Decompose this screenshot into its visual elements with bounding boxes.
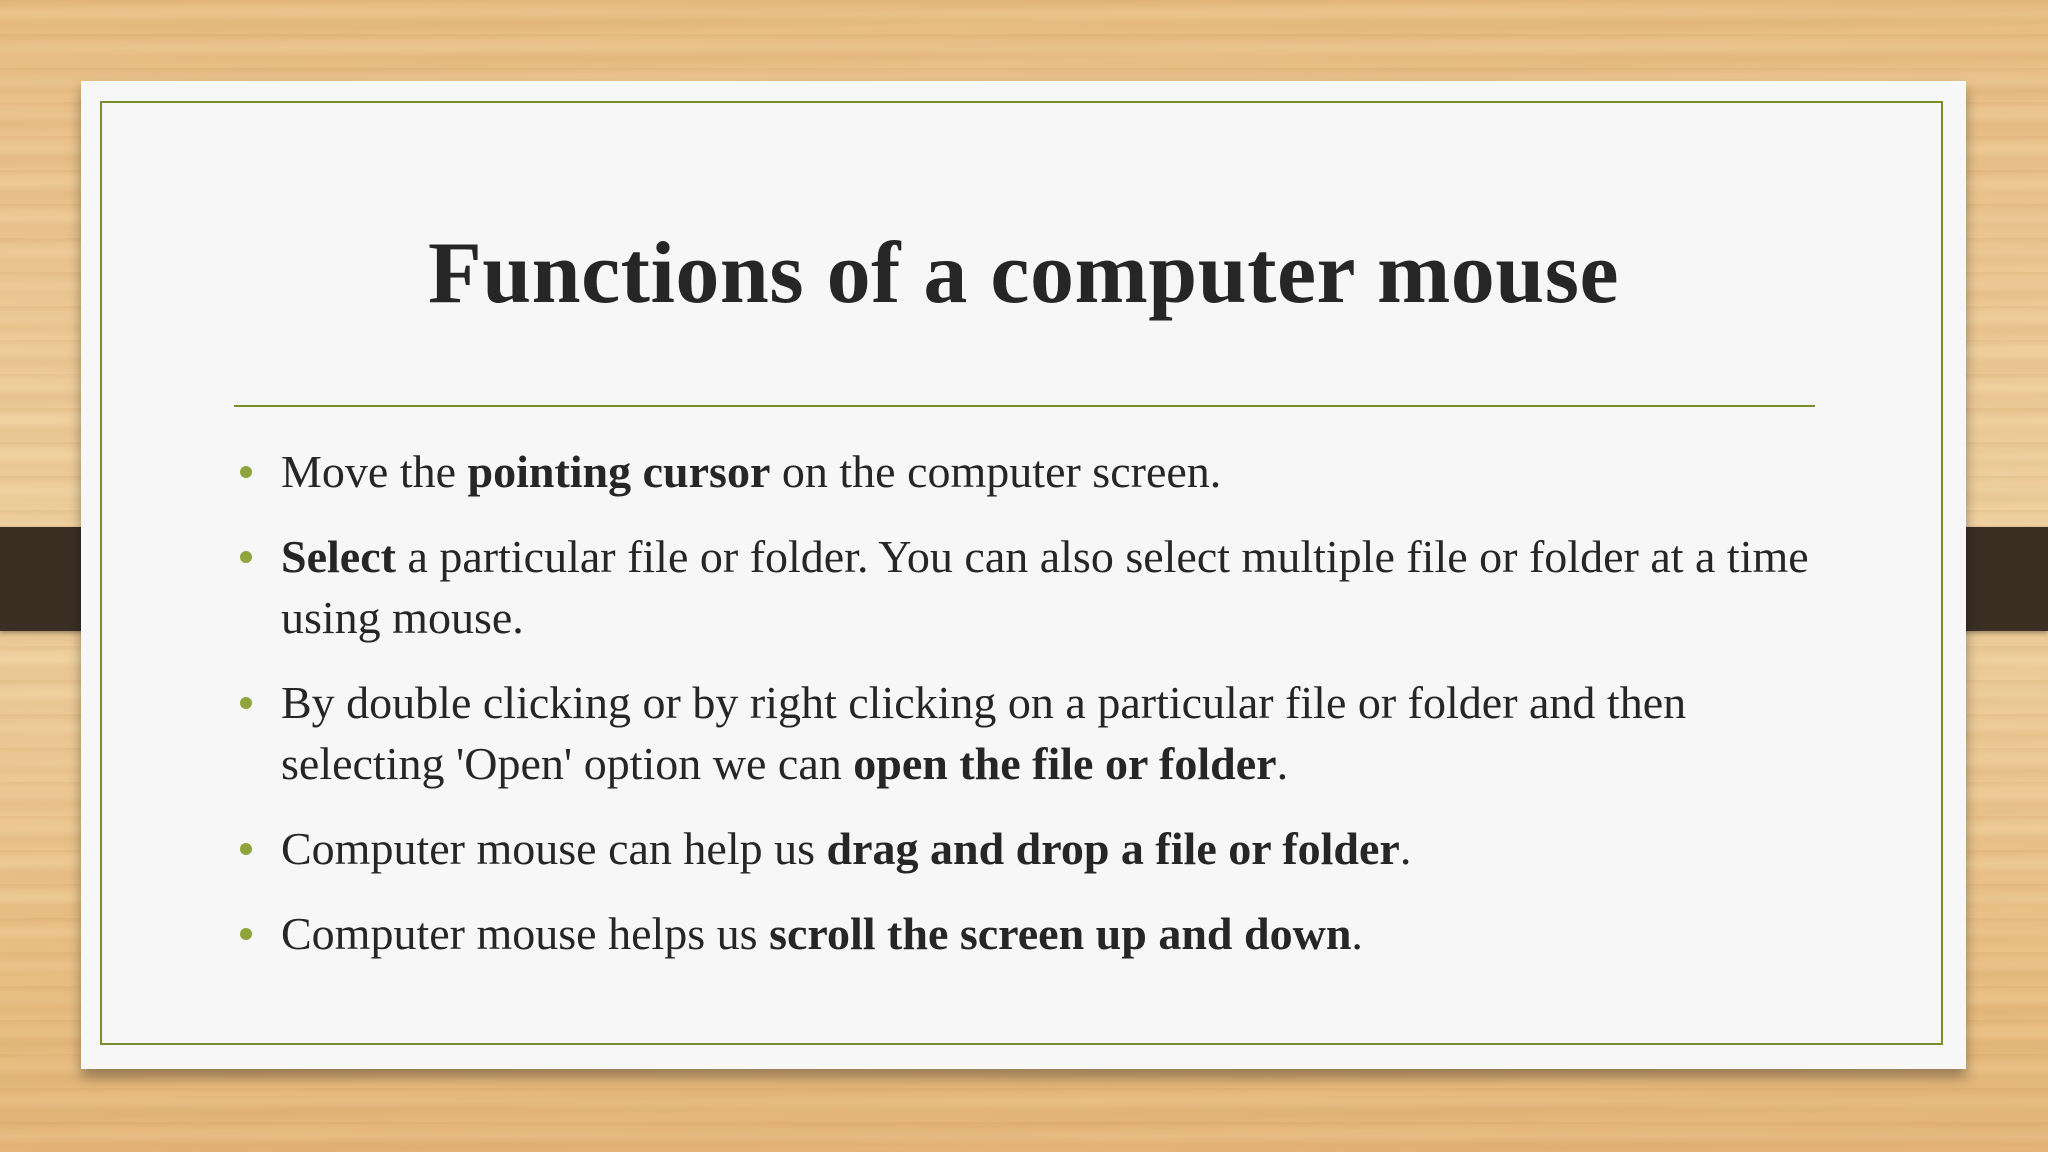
bullet-dot-icon xyxy=(240,928,252,940)
bullet-text: Computer mouse can help us xyxy=(281,823,827,874)
bullet-dot-icon xyxy=(240,843,252,855)
bullet-dot-icon xyxy=(240,551,252,563)
bullet-item xyxy=(234,903,1834,964)
bullet-text: . xyxy=(1399,823,1412,874)
bullet-emphasis: open the file or folder xyxy=(853,738,1277,789)
bullet-item xyxy=(234,672,1834,794)
bullet-text: Move the xyxy=(281,446,468,497)
bullet-dot-icon xyxy=(240,466,252,478)
bullet-emphasis: scroll the screen up and down xyxy=(769,908,1352,959)
bullet-item xyxy=(234,818,1834,879)
slide-title: Functions of a computer mouse xyxy=(427,225,1620,322)
bullet-item xyxy=(234,526,1834,648)
bullet-text: Computer mouse helps us xyxy=(281,908,770,959)
bullet-emphasis: drag and drop a file or folder xyxy=(826,823,1400,874)
bullet-list xyxy=(234,441,1834,988)
bullet-text: By double clicking or by right clicking on a particular file or folder and then selecting 'Open' option we can xyxy=(281,677,1687,789)
bullet-text: . xyxy=(1276,738,1289,789)
bullet-emphasis: Select xyxy=(281,531,396,582)
slide-card xyxy=(81,81,1966,1069)
bullet-item xyxy=(234,441,1834,502)
bullet-text: a particular file or folder. You can also select multiple file or folder at a time using mouse. xyxy=(281,531,1809,643)
title-divider xyxy=(234,405,1815,407)
bullet-dot-icon xyxy=(240,697,252,709)
bullet-text: on the computer screen. xyxy=(770,446,1222,497)
bullet-text: . xyxy=(1351,908,1363,959)
bullet-emphasis: pointing cursor xyxy=(467,446,771,497)
